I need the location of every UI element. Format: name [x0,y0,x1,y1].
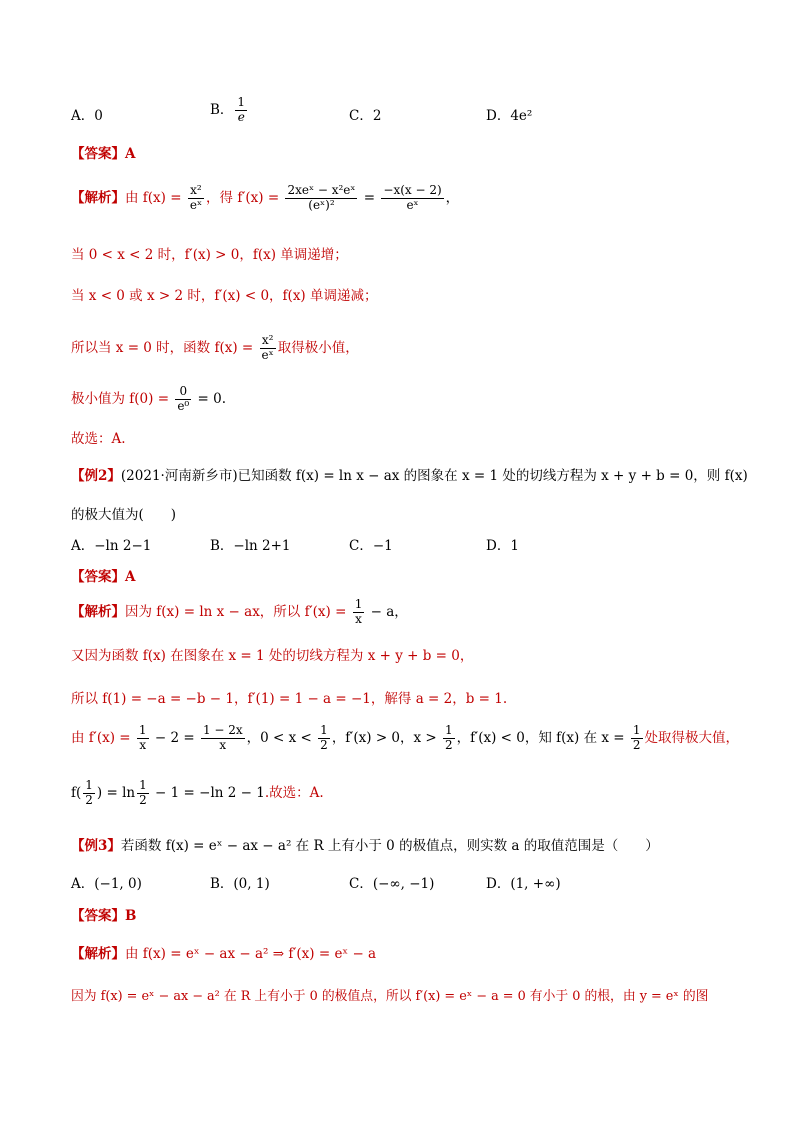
ex1-option-d: D．4e² [486,108,533,124]
ex1-analysis-line4: 所以当 x = 0 时，函数 f(x) = $\frac{\text{x²}}{\text{eˣ}}$ 取得极小值， [71,333,359,362]
ex1-frac2: $\frac{\text{2xeˣ − x²eˣ}}{\text{(eˣ)²}}$ [287,183,356,212]
ex1-l5-frac: $\frac{0}{\text{e⁰}}$ [177,384,190,413]
ex2-option-a: A．−ln 2−1 [71,538,152,554]
ex2-l4-frac3: $\frac{1}{2}$ [320,723,328,752]
ex2-analysis-line4: 由 f′(x) = $\frac{1}{x}$ − 2 = $\frac{1 - 2x}{x}$ ，0 < x < $\frac{1}{2}$ ，f′(x) > 0，x > $\frac{1}{2}$ ，f′(x) < 0，知 f(x) 在 x = $\frac{1}{2}$ 处取得极大值， [71,723,740,752]
ex1-analysis-line6: 故选：A. [71,431,126,447]
ex3-option-d: D．(1, +∞) [486,876,561,892]
ex2-analysis-line5: f( $\frac{1}{2}$ ) = ln $\frac{1}{2}$ − 1 = −ln 2 − 1.故选：A. [71,778,324,807]
ex1-analysis-label: 【解析】 [71,189,125,206]
ex2-option-d: D．1 [486,538,519,554]
ex1-option-a: A．0 [71,108,103,124]
ex2-analysis-line1: 【解析】因为 f(x) = ln x − ax，所以 f′(x) = $\frac{1}{x}$ − a， [71,597,408,626]
ex1-l4-frac: $\frac{\text{x²}}{\text{eˣ}}$ [261,333,274,362]
ex1-frac1: $\frac{\text{x²}}{\text{eˣ}}$ [189,183,203,212]
ex2-analysis-line3: 所以 f(1) = −a = −b − 1，f′(1) = 1 − a = −1，解得 a = 2，b = 1. [71,691,508,707]
ex2-l5-frac1: $\frac{1}{2}$ [85,778,93,807]
ex3-option-b: B．(0, 1) [210,876,270,892]
ex3-analysis-label: 【解析】 [71,946,125,962]
ex2-l4-frac4: $\frac{1}{2}$ [445,723,453,752]
ex1-option-b [210,96,249,125]
ex2-label: 【例2】 [71,468,121,484]
ex1-answer: 【答案】A [71,146,136,162]
ex3-answer: 【答案】B [71,908,137,924]
ex3-option-a: A．(−1, 0) [71,876,142,892]
ex1-option-b-label: B． [210,101,234,118]
ex1-analysis-line2: 当 0 < x < 2 时，f′(x) > 0，f(x) 单调递增； [71,247,348,263]
ex2-answer: 【答案】A [71,569,136,585]
ex2-l4-frac2: $\frac{1 - 2x}{x}$ [202,723,243,752]
ex2-option-b: B．−ln 2+1 [210,538,291,554]
ex1-option-c: C．2 [349,108,382,124]
ex1-analysis-line5: 极小值为 f(0) = $\frac{0}{\text{e⁰}}$ = 0. [71,384,227,413]
ex2-stem-line2: 的极大值为( ) [71,507,177,523]
ex2-analysis-label: 【解析】 [71,603,125,620]
ex3-analysis-line1: 【解析】由 f(x) = eˣ − ax − a² ⇒ f′(x) = eˣ − a [71,946,377,962]
ex1-analysis-line1: 【解析】由 f(x) = $\frac{\text{x²}}{\text{eˣ}}$ ，得 f′(x) = $\frac{\text{2xeˣ − x²eˣ}}{\text{(eˣ)²}}$ = $\frac{-x(x - 2)}{\text{eˣ}}$ ， [71,183,460,212]
ex1-analysis-line3: 当 x < 0 或 x > 2 时，f′(x) < 0，f(x) 单调递减； [71,288,378,304]
ex1-frac3: $\frac{-x(x - 2)}{\text{eˣ}}$ [383,183,442,212]
ex3-label: 【例3】 [71,838,121,854]
ex2-l4-frac5: $\frac{1}{2}$ [632,723,641,752]
ex3-stem: 【例3】若函数 f(x) = eˣ − ax − a² 在 R 上有小于 0 的极值点，则实数 a 的取值范围是（ ） [71,838,659,854]
ex2-stem-line1: 【例2】(2021·河南新乡市)已知函数 f(x) = ln x − ax 的图象在 x = 1 处的切线方程为 x + y + b = 0，则 f(x) [71,468,748,484]
ex2-option-c: C．−1 [349,538,393,554]
ex2-l5-frac2: $\frac{1}{2}$ [139,778,147,807]
ex3-option-c: C．(−∞, −1) [349,876,435,892]
ex2-l4-frac1: $\frac{1}{x}$ [138,723,147,752]
ex2-a1-frac: $\frac{1}{x}$ [354,597,363,626]
ex1-option-b-frac: $\frac{1}{e}$ [237,95,246,124]
ex2-analysis-line2: 又因为函数 f(x) 在图象在 x = 1 处的切线方程为 x + y + b = 0， [71,648,474,664]
ex3-analysis-line2: 因为 f(x) = eˣ − ax − a² 在 R 上有小于 0 的极值点，所以 f′(x) = eˣ − a = 0 有小于 0 的根，由 y = eˣ 的图 [71,989,709,1004]
